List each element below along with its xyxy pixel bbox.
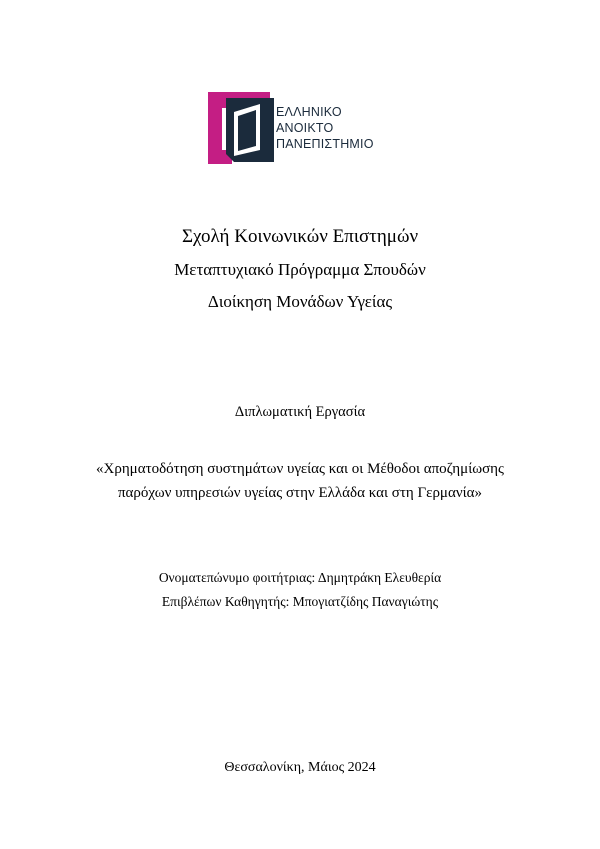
place-and-date: Θεσσαλονίκη, Μάιος 2024 (224, 760, 376, 775)
student-name: Ονοματεπώνυμο φοιτήτριας: Δημητράκη Ελευθερία (158, 570, 442, 585)
logo-line-3: ΠΑΝΕΠΙΣΤΗΜΙΟ (276, 137, 374, 151)
supervisor-name: Επιβλέπων Καθηγητής: Μπογιατζίδης Παναγιώτης (161, 594, 439, 609)
logo-wordmark (276, 104, 374, 152)
thesis-title-line-1: «Χρηματοδότηση συστημάτων υγείας και οι Μέθοδοι αποζημίωσης (96, 461, 504, 477)
logo-line-2: ΑΝΟΙΚΤΟ (276, 121, 334, 135)
university-logo (208, 90, 398, 164)
hellenic-open-university-logo-icon (208, 90, 276, 164)
logo-line-1: ΕΛΛΗΝΙΚΟ (276, 105, 342, 119)
school-name: Σχολή Κοινωνικών Επιστημών (181, 226, 419, 247)
thesis-type: Διπλωματική Εργασία (234, 404, 366, 420)
program-name: Μεταπτυχιακό Πρόγραμμα Σπουδών (174, 260, 426, 279)
department-name: Διοίκηση Μονάδων Υγείας (207, 292, 393, 311)
thesis-title-line-2: παρόχων υπηρεσιών υγείας στην Ελλάδα και στη Γερμανία» (117, 485, 483, 501)
